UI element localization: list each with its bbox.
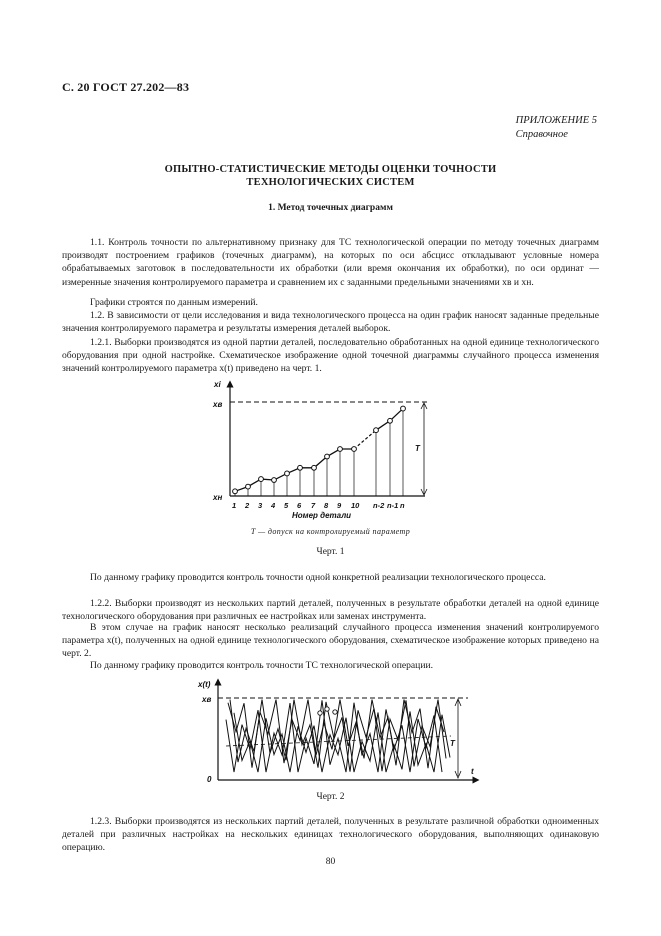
- fig1-point: [285, 471, 290, 476]
- figure-1-caption: Черт. 1: [316, 547, 345, 557]
- fig1-point: [374, 428, 379, 433]
- fig1-line-segment-1: [235, 449, 354, 491]
- title-line-2: ТЕХНОЛОГИЧЕСКИХ СИСТЕМ: [246, 177, 415, 188]
- fig2-y-label: x(t): [198, 680, 211, 689]
- fig1-point: [352, 447, 357, 452]
- fig2-x-label: t: [471, 767, 474, 776]
- fig1-line-gap: [354, 430, 376, 449]
- fig1-xv-label: xв: [213, 400, 223, 409]
- page-number: 80: [325, 857, 336, 867]
- fig1-tick-label: 6: [297, 501, 302, 510]
- paragraph-1-2-2b: В этом случае на график наносят несколько реализаций случайного процесса изменения значений контролируемого параметра x(t), полученных на одной единице технологического оборудования, схематическое изображение которых приведено на черт. 2.: [62, 622, 599, 660]
- fig1-tick-label: 9: [337, 501, 342, 510]
- fig1-point: [233, 489, 238, 494]
- fig2-origin-label: 0: [207, 775, 212, 784]
- fig1-series: [233, 406, 406, 496]
- fig1-point: [312, 465, 317, 470]
- appendix-note: Справочное: [515, 129, 568, 140]
- fig1-point: [246, 484, 251, 489]
- fig1-tick-label: n-2: [373, 501, 385, 510]
- title-line-1: ОПЫТНО-СТАТИСТИЧЕСКИЕ МЕТОДЫ ОЦЕНКИ ТОЧНОСТИ: [164, 164, 497, 175]
- fig2-point: [318, 711, 322, 715]
- fig1-tick-label: 8: [324, 501, 329, 510]
- fig1-tick-label: 7: [311, 501, 316, 510]
- fig1-point: [272, 478, 277, 483]
- paragraph-1-2-2: 1.2.2. Выборки производят из нескольких партий деталей, полученных в результате обработки деталей на одной единице технологического оборудования при различных ее настройках или заменах инструмента.: [62, 598, 599, 623]
- paragraph-1-1b: Графики строятся по данным измерений.: [90, 297, 258, 308]
- section-heading: 1. Метод точечных диаграмм: [268, 203, 393, 213]
- fig2-point: [333, 710, 337, 714]
- figure-2-caption: Черт. 2: [316, 792, 345, 802]
- fig2-xv-label: xв: [202, 695, 212, 704]
- fig2-point: [325, 707, 329, 711]
- figure-2-chart: [196, 676, 486, 790]
- appendix-number: ПРИЛОЖЕНИЕ 5: [515, 115, 597, 126]
- fig2-t-label: T: [450, 739, 455, 748]
- paragraph-1-1: 1.1. Контроль точности по альтернативному признаку для ТС технологической операции по методу точечных диаграмм производят построением графиков (точечных диаграмм), на которых по оси абсцисс откладывают условные номера обрабатываемых заготовок в последовательности их обработки (или время окончания их обработки), по оси ординат — измеренные значения контролируемого параметра и сравнением их с заданными предельными значениями xв и xн.: [62, 237, 599, 288]
- fig1-tick-label: 3: [258, 501, 263, 510]
- fig1-y-label: xi: [214, 380, 221, 389]
- fig1-tick-label: 1: [232, 501, 237, 510]
- fig1-tick-label: n-1: [387, 501, 399, 510]
- fig1-tick-labels: [232, 501, 405, 510]
- page-header: С. 20 ГОСТ 27.202—83: [62, 80, 190, 94]
- fig1-point: [259, 477, 264, 482]
- fig2-realizations: [226, 700, 450, 773]
- fig1-point: [401, 406, 406, 411]
- figure-1-legend: T — допуск на контролируемый параметр: [250, 527, 411, 536]
- fig1-x-label: Номер детали: [292, 511, 352, 520]
- fig1-point: [298, 465, 303, 470]
- fig1-t-label: T: [415, 444, 420, 453]
- appendix-label: [516, 114, 597, 142]
- fig1-xn-label: xн: [213, 493, 223, 502]
- document-title: [0, 163, 661, 189]
- fig1-tick-label: 10: [351, 501, 360, 510]
- paragraph-1-2-1: 1.2.1. Выборки производятся из одной партии деталей, последовательно обработанных на одной единице технологического оборудования при одной настройке. Схематическое изображение одной точечной диаграммы случайного процесса изменения значений контролируемого параметра x(t) приведено на черт. 1.: [62, 337, 599, 375]
- paragraph-1-2: 1.2. В зависимости от цели исследования и вида технологического процесса на один график наносят заданные предельные значения контролируемого параметра и результаты измерения деталей выборок.: [62, 310, 599, 335]
- fig1-point: [325, 454, 330, 459]
- fig1-tick-label: 2: [245, 501, 250, 510]
- paragraph-after-fig1: По данному графику проводится контроль точности одной конкретной реализации технологического процесса.: [90, 572, 546, 583]
- fig1-point: [338, 447, 343, 452]
- fig1-tick-label: 4: [271, 501, 276, 510]
- fig1-point: [388, 418, 393, 423]
- fig1-tick-label: n: [400, 501, 405, 510]
- fig1-tick-label: 5: [284, 501, 289, 510]
- figure-1-chart: [210, 376, 450, 526]
- paragraph-after-1-2-2: По данному графику проводится контроль точности ТС технологической операции.: [90, 660, 433, 671]
- paragraph-1-2-3: 1.2.3. Выборки производятся из нескольких партий деталей, полученных в результате различной обработки одноименных деталей при различных настройках на нескольких единицах технологического оборудования, выполняющих одинаковую операцию.: [62, 816, 599, 854]
